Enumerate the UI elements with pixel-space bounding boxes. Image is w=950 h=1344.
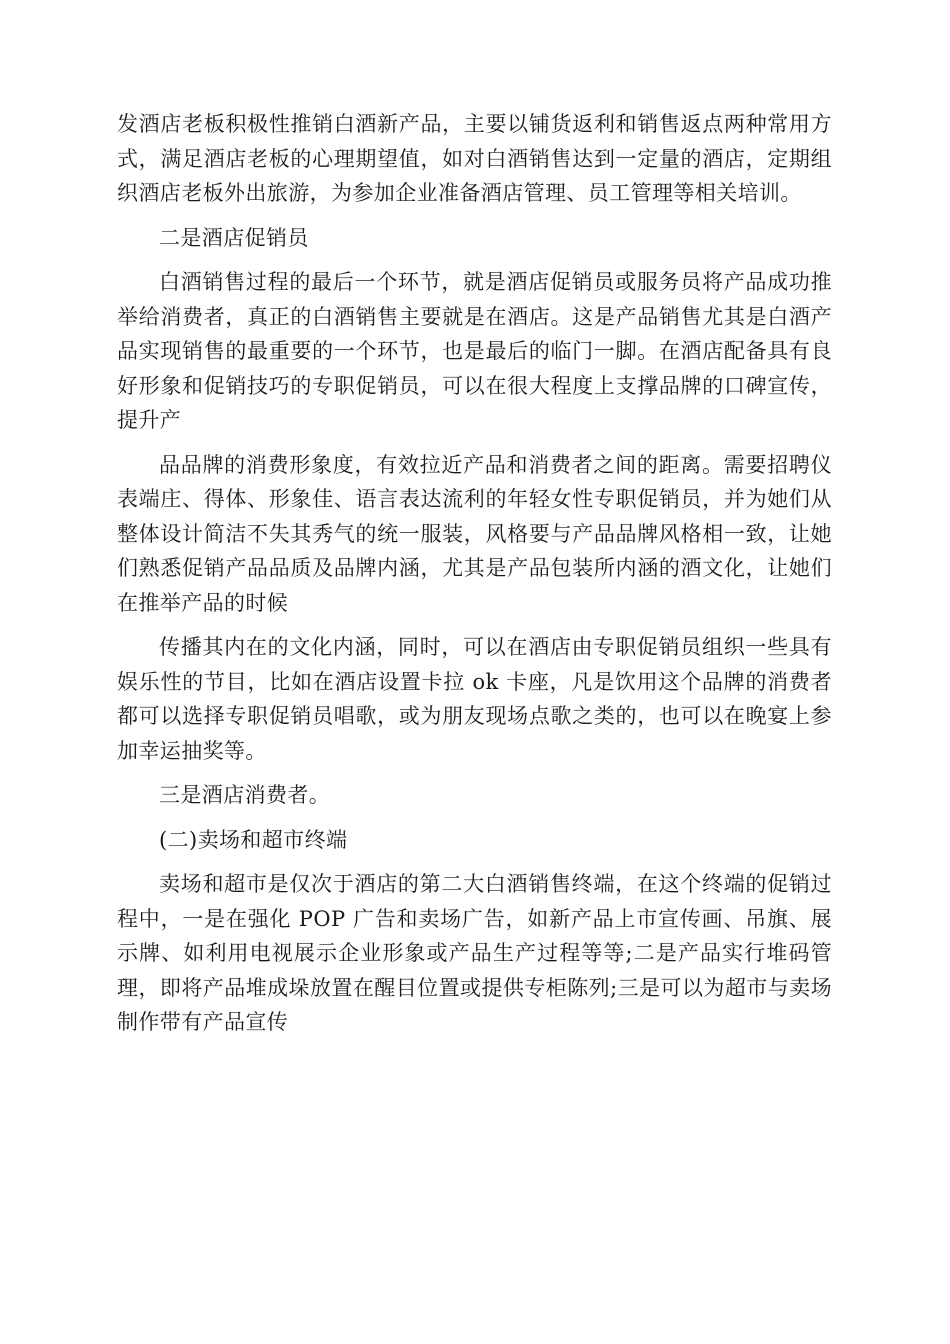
- section-heading-hotel-promoter: 二是酒店促销员: [159, 225, 309, 250]
- document-page: [117, 107, 832, 1050]
- paragraph-brand-image: 品品牌的消费形象度，有效拉近产品和消费者之间的距离。需要招聘仪表端庄、得体、形象佳、语言表达流利的年轻女性专职促销员，并为她们从整体设计简洁不失其秀气的统一服装，风格要与产品品牌风格相一致，让她们熟悉促销产品品质及品牌内涵，尤其是产品包装所内涵的酒文化，让她们在推举产品的时候: [117, 452, 832, 615]
- paragraph-hotel-promoter: 白酒销售过程的最后一个环节，就是酒店促销员或服务员将产品成功推举给消费者，真正的白酒销售主要就是在酒店。这是产品销售尤其是白酒产品实现销售的最重要的一个环节，也是最后的临门一脚。在酒店配备具有良好形象和促销技巧的专职促销员，可以在很大程度上支撑品牌的口碑宣传，提升产: [117, 270, 832, 432]
- paragraph-supermarket: 卖场和超市是仅次于酒店的第二大白酒销售终端，在这个终端的促销过程中，一是在强化 POP 广告和卖场广告，如新产品上市宣传画、吊旗、展示牌、如利用电视展示企业形象或产品生产过程等等;二是产品实行堆码管理，即将产品堆成垛放置在醒目位置或提供专柜陈列;三是可以为超市与卖场制作带有产品宣传: [117, 872, 832, 1034]
- paragraph-culture: 传播其内在的文化内涵，同时，可以在酒店由专职促销员组织一些具有娱乐性的节目，比如在酒店设置卡拉 ok 卡座，凡是饮用这个品牌的消费者都可以选择专职促销员唱歌，或为朋友现场点歌之类的，也可以在晚宴上参加幸运抽奖等。: [117, 635, 832, 763]
- section-heading-hotel-consumer: 三是酒店消费者。: [159, 783, 331, 807]
- paragraph-continuation: 发酒店老板积极性推销白酒新产品，主要以铺货返利和销售返点两种常用方式，满足酒店老板的心理期望值，如对白酒销售达到一定量的酒店，定期组织酒店老板外出旅游，为参加企业准备酒店管理、员工管理等相关培训。: [117, 112, 832, 205]
- section-heading-supermarket: (二)卖场和超市终端: [159, 827, 348, 852]
